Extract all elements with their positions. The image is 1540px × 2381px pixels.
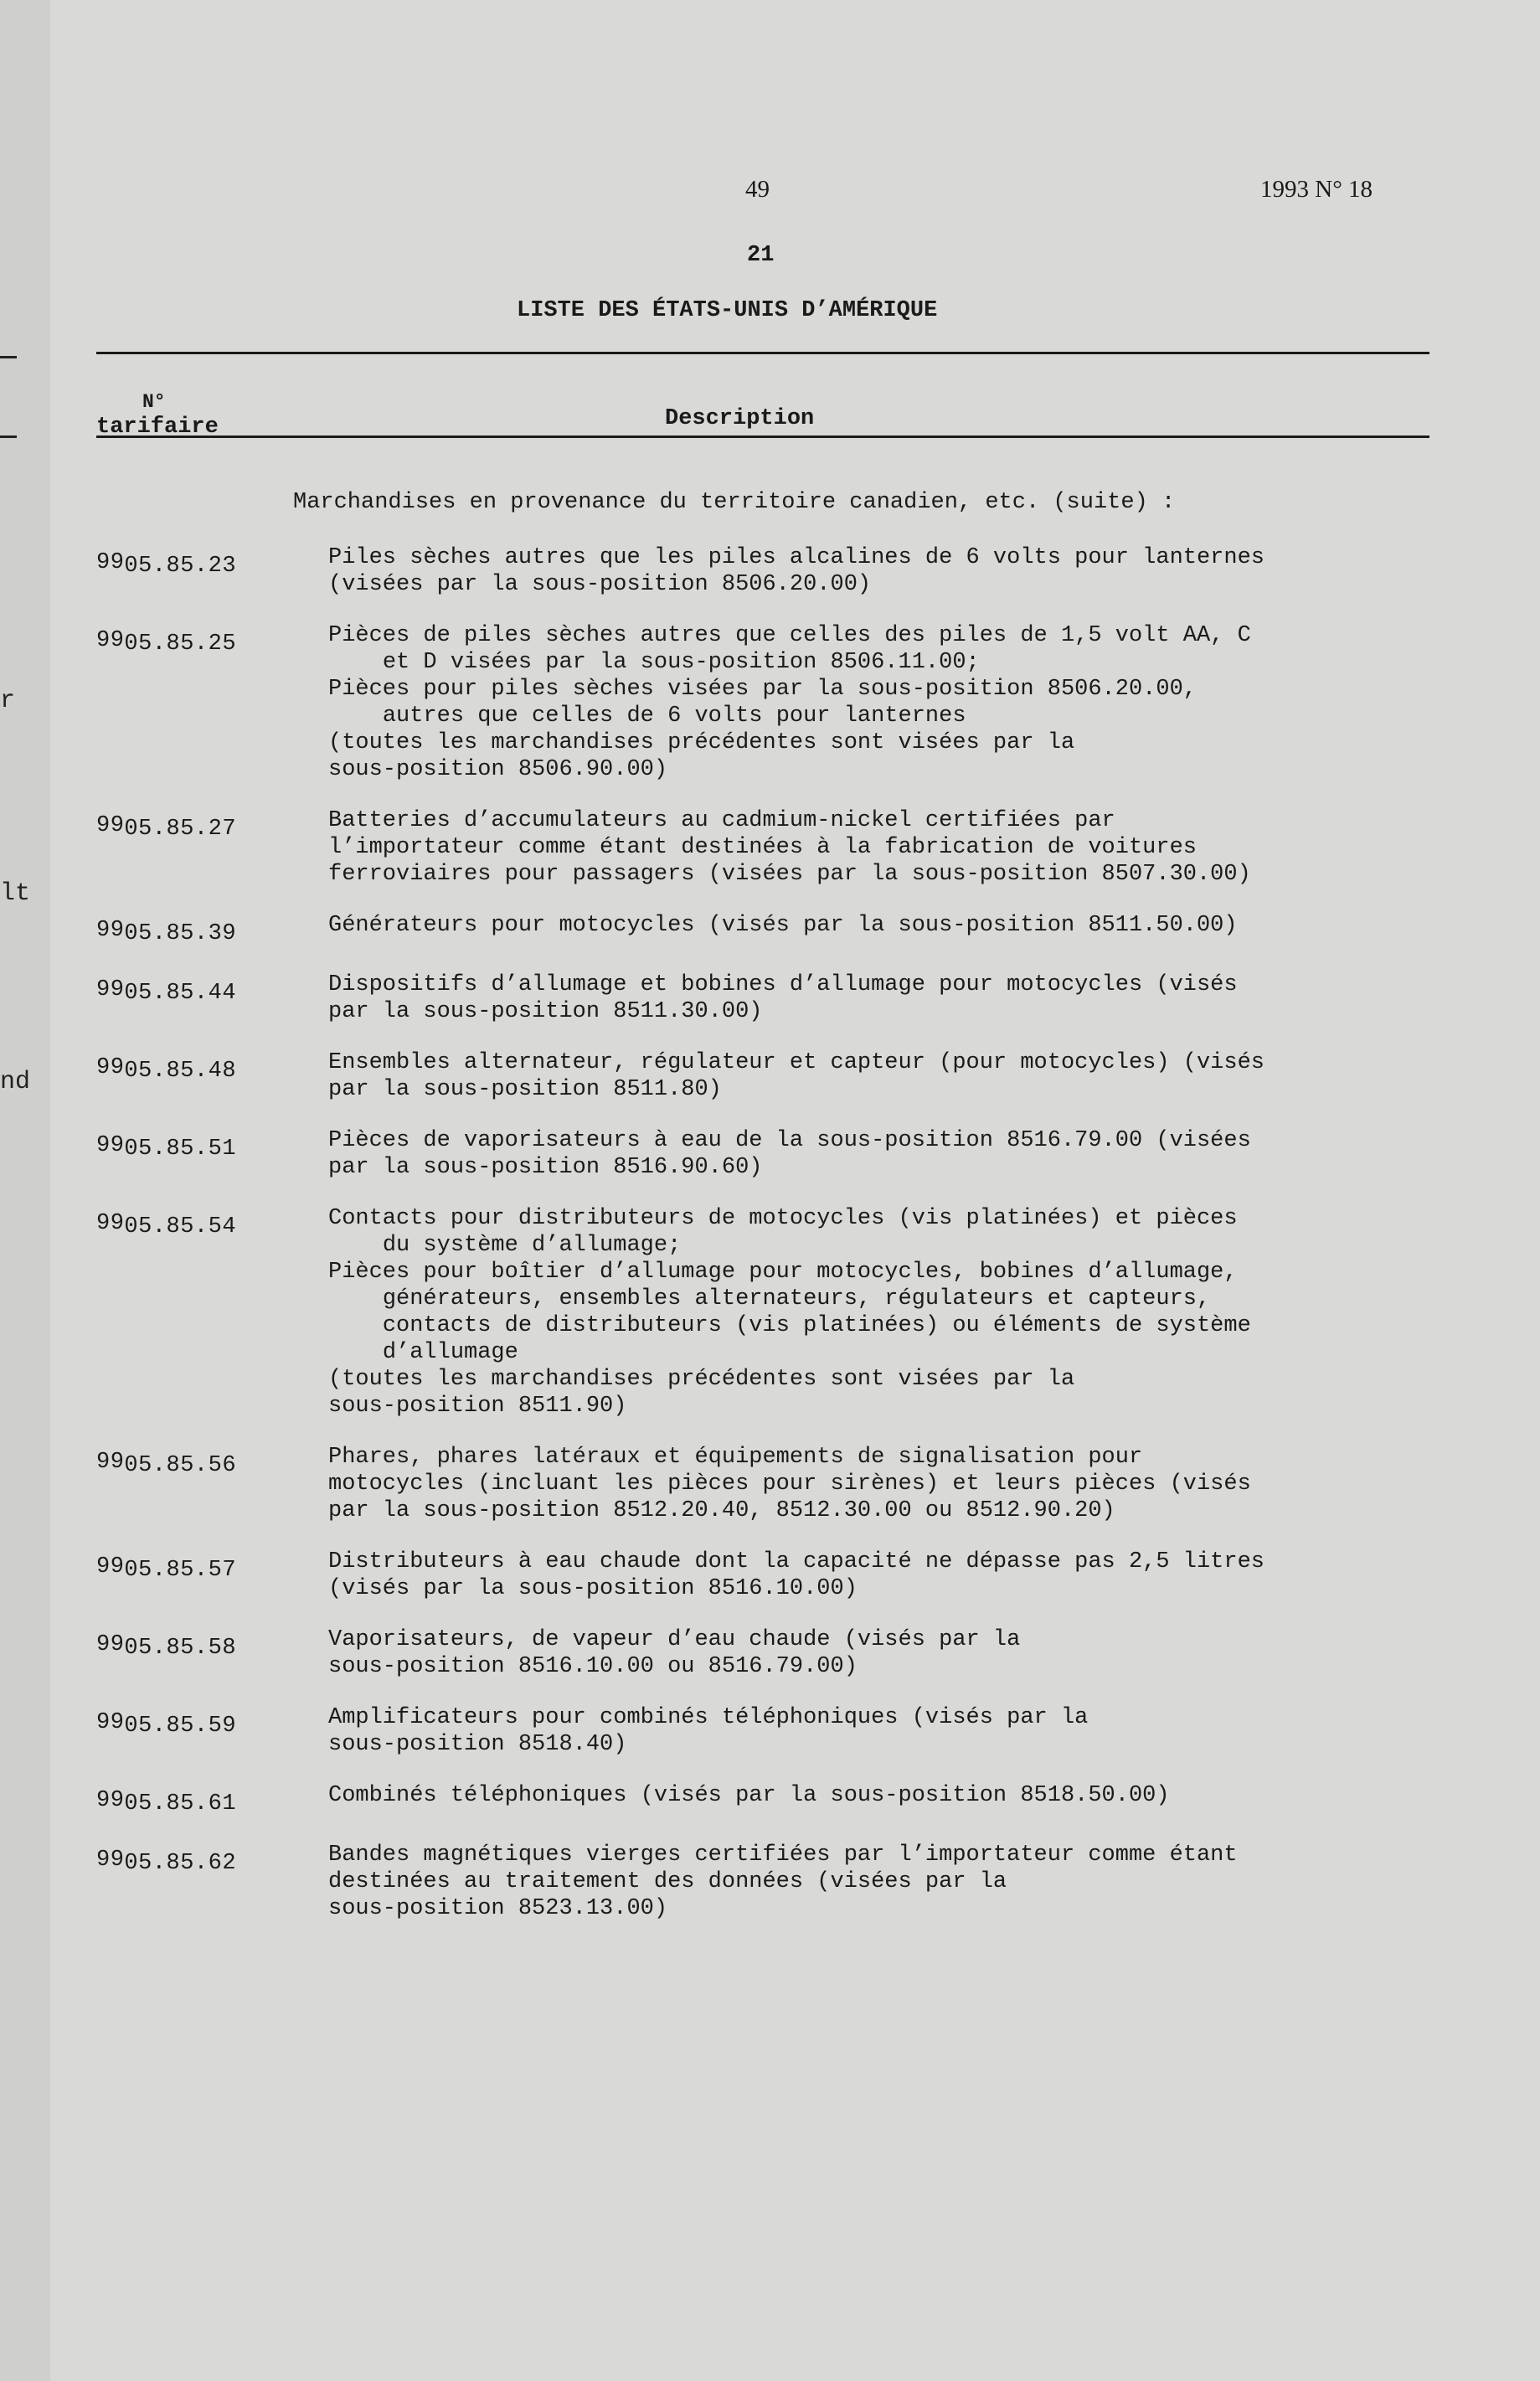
tariff-code (96, 807, 328, 888)
tariff-code-prefix: 99 (96, 1710, 125, 1735)
tariff-description (328, 807, 1429, 888)
tariff-entry (96, 1444, 1429, 1524)
tariff-code-prefix: 99 (96, 1848, 125, 1873)
tariff-code-prefix: 99 (96, 1133, 125, 1158)
tariff-description (328, 622, 1429, 783)
tariff-code-suffix: 05.85.48 (124, 1059, 237, 1084)
tariff-description (328, 544, 1429, 598)
tariff-code (96, 1049, 328, 1103)
tariff-description (328, 1549, 1429, 1602)
tariff-entry (96, 1782, 1429, 1817)
binding-edge (0, 0, 52, 2381)
tariff-entry (96, 622, 1429, 783)
tariff-code (96, 1549, 328, 1602)
description-paragraph: (toutes les marchandises précédentes sont visées par la sous-position 8506.90.00) (328, 730, 1075, 782)
tariff-entry (96, 1704, 1429, 1758)
tariff-code-prefix: 99 (96, 977, 125, 1002)
tariff-code (96, 1782, 328, 1817)
tariff-code (96, 912, 328, 947)
tariff-code (96, 1205, 328, 1420)
edge-text-fragment: nd (0, 1068, 31, 1096)
tariff-code-prefix: 99 (96, 550, 125, 575)
tariff-code-suffix: 05.85.56 (124, 1453, 237, 1478)
page-title: LISTE DES ÉTATS-UNIS D’AMÉRIQUE (517, 298, 938, 323)
header-top-rule (96, 352, 1429, 354)
description-paragraph: Pièces de piles sèches autres que celles des piles de 1,5 volt AA, C et D visées par la sous-position 8506.11.00; (328, 623, 1251, 675)
tariff-code-suffix: 05.85.57 (124, 1558, 237, 1583)
tariff-code (96, 1626, 328, 1680)
page-number: 49 (745, 176, 770, 203)
tariff-entry (96, 1626, 1429, 1680)
tariff-entry (96, 1205, 1429, 1420)
tariff-entry (96, 1127, 1429, 1181)
tariff-code (96, 971, 328, 1025)
tariff-description (328, 1782, 1429, 1817)
tariff-code-prefix: 99 (96, 1211, 125, 1236)
description-paragraph: Combinés téléphoniques (visés par la sous-position 8518.50.00) (328, 1783, 1170, 1808)
tariff-code-prefix: 99 (96, 628, 125, 653)
tariff-entry (96, 971, 1429, 1025)
tariff-code-suffix: 05.85.61 (124, 1791, 237, 1817)
edge-rule-mark (0, 435, 17, 438)
tariff-code-suffix: 05.85.23 (124, 554, 237, 579)
section-subheading: Marchandises en provenance du territoire canadien, etc. (suite) : (293, 490, 1176, 515)
edge-text-fragment: r (0, 687, 16, 715)
tariff-entry (96, 912, 1429, 947)
tariff-code-prefix: 99 (96, 1632, 125, 1657)
tariff-code-prefix: 99 (96, 813, 125, 838)
tariff-description (328, 971, 1429, 1025)
gazette-reference: 1993 N° 18 (1260, 176, 1373, 203)
tariff-code-suffix: 05.85.25 (124, 631, 237, 657)
header-bottom-rule (96, 435, 1429, 438)
tariff-description (328, 1049, 1429, 1103)
column-header-tariff (96, 389, 219, 440)
tariff-code (96, 1842, 328, 1922)
tariff-code (96, 1127, 328, 1181)
edge-rule-mark (0, 356, 17, 358)
tariff-code (96, 1444, 328, 1524)
description-paragraph: Piles sèches autres que les piles alcalines de 6 volts pour lanternes (visées par la sous-position 8506.20.00) (328, 545, 1264, 597)
tariff-code (96, 1704, 328, 1758)
tariff-code-suffix: 05.85.44 (124, 981, 237, 1006)
tariff-description (328, 1704, 1429, 1758)
description-paragraph: Bandes magnétiques vierges certifiées par l’importateur comme étant destinées au traitement des données (visées par la sous-position 8523.13.00) (328, 1842, 1238, 1921)
tariff-entry (96, 544, 1429, 598)
tariff-description (328, 912, 1429, 947)
description-paragraph: Distributeurs à eau chaude dont la capacité ne dépasse pas 2,5 litres (visés par la sous-position 8516.10.00) (328, 1549, 1264, 1601)
tariff-code-suffix: 05.85.58 (124, 1636, 237, 1661)
description-paragraph: Pièces pour piles sèches visées par la sous-position 8506.20.00, autres que celles de 6 volts pour lanternes (328, 677, 1197, 729)
tariff-code-prefix: 99 (96, 1554, 125, 1580)
tariff-code-suffix: 05.85.51 (124, 1136, 237, 1162)
tariff-no-label: N° (142, 391, 166, 413)
schedule-number: 21 (747, 243, 775, 268)
tariff-description (328, 1444, 1429, 1524)
tariff-code-prefix: 99 (96, 1450, 125, 1475)
column-header-description: Description (665, 406, 815, 431)
tariff-code (96, 544, 328, 598)
description-paragraph: Phares, phares latéraux et équipements de signalisation pour motocycles (incluant les pièces pour sirènes) et leurs pièces (visés par la sous-position 8512.20.40, 8512.30.00 ou 8512.90.20) (328, 1445, 1251, 1523)
tariff-entries-list (96, 544, 1429, 1946)
description-paragraph: Batteries d’accumulateurs au cadmium-nickel certifiées par l’importateur comme étant destinées à la fabrication de voitures ferroviaires pour passagers (visées par la sous-position 8507.30.00) (328, 808, 1251, 887)
tariff-code (96, 622, 328, 783)
description-paragraph: Dispositifs d’allumage et bobines d’allumage pour motocycles (visés par la sous-position 8511.30.00) (328, 972, 1238, 1024)
tariff-description (328, 1127, 1429, 1181)
tariff-label: tarifaire (96, 415, 219, 440)
tariff-code-prefix: 99 (96, 918, 125, 943)
description-paragraph: Générateurs pour motocycles (visés par la sous-position 8511.50.00) (328, 913, 1238, 938)
description-paragraph: Pièces pour boîtier d’allumage pour motocycles, bobines d’allumage, générateurs, ensembles alternateurs, régulateurs et capteurs, contacts de distributeurs (vis platinées) ou éléments de système d’allumage (328, 1260, 1251, 1365)
tariff-code-suffix: 05.85.62 (124, 1851, 237, 1876)
tariff-code-suffix: 05.85.27 (124, 817, 237, 842)
tariff-description (328, 1626, 1429, 1680)
description-paragraph: Vaporisateurs, de vapeur d’eau chaude (visés par la sous-position 8516.10.00 ou 8516.79.00) (328, 1627, 1021, 1679)
edge-text-fragment: lt (0, 879, 31, 908)
tariff-entry (96, 1549, 1429, 1602)
description-paragraph: (toutes les marchandises précédentes sont visées par la sous-position 8511.90) (328, 1367, 1075, 1419)
description-paragraph: Ensembles alternateur, régulateur et capteur (pour motocycles) (visés par la sous-position 8511.80) (328, 1050, 1264, 1102)
tariff-description (328, 1842, 1429, 1922)
description-paragraph: Contacts pour distributeurs de motocycles (vis platinées) et pièces du système d’allumage; (328, 1206, 1238, 1258)
tariff-code-suffix: 05.85.54 (124, 1214, 237, 1239)
tariff-code-prefix: 99 (96, 1055, 125, 1080)
description-paragraph: Amplificateurs pour combinés téléphoniques (visés par la sous-position 8518.40) (328, 1705, 1089, 1757)
tariff-description (328, 1205, 1429, 1420)
tariff-entry (96, 1842, 1429, 1922)
tariff-entry (96, 1049, 1429, 1103)
tariff-code-suffix: 05.85.59 (124, 1714, 237, 1739)
description-paragraph: Pièces de vaporisateurs à eau de la sous-position 8516.79.00 (visées par la sous-position 8516.90.60) (328, 1128, 1251, 1180)
tariff-code-suffix: 05.85.39 (124, 921, 237, 946)
tariff-entry (96, 807, 1429, 888)
tariff-code-prefix: 99 (96, 1788, 125, 1813)
